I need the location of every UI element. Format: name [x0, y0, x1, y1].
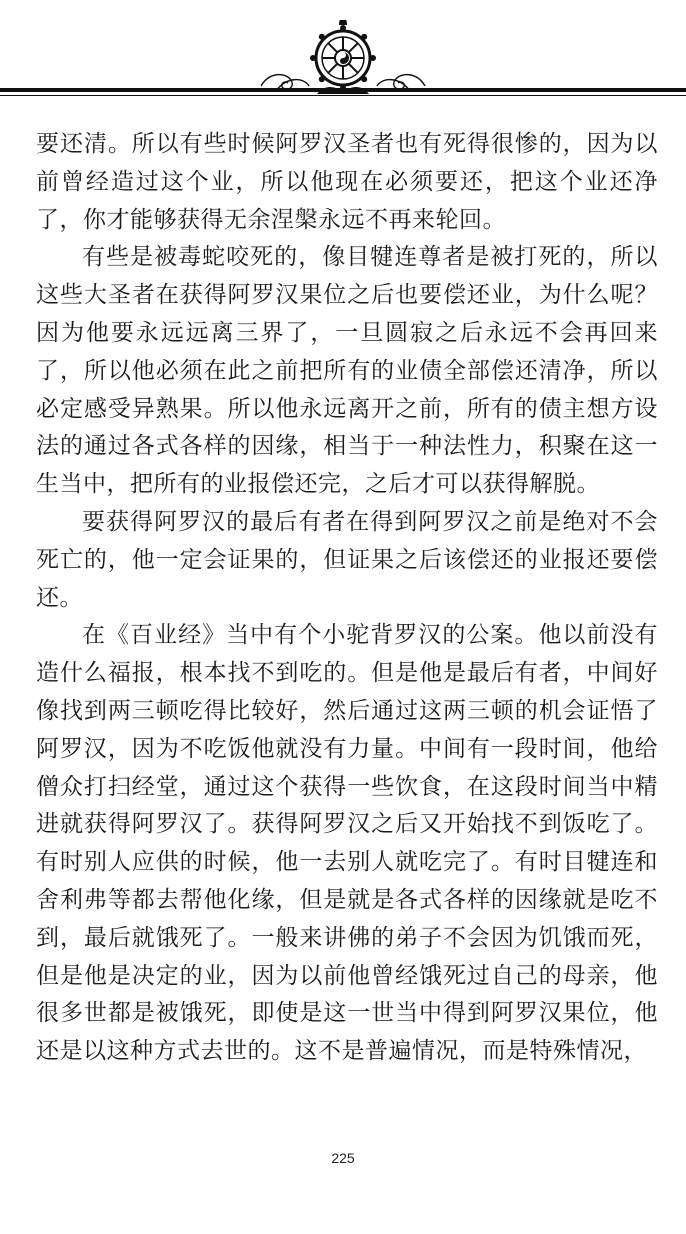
- paragraph: 在《百业经》当中有个小驼背罗汉的公案。他以前没有造什么福报，根本找不到吃的。但是他是最后有者，中间好像找到两三顿吃得比较好，然后通过这两三顿的机会证悟了阿罗汉，因为不吃饭他就没有力量。中间有一段时间，他给僧众打扫经堂，通过这个获得一些饮食，在这段时间当中精进就获得阿罗汉了。获得阿罗汉之后又开始找不到饭吃了。有时别人应供的时候，他一去别人就吃完了。有时目犍连和舍利弗等都去帮他化缘，但是就是各式各样的因缘就是吃不到，最后就饿死了。一般来讲佛的弟子不会因为饥饿而死，但是他是决定的业，因为以前他曾经饿死过自己的母亲，他很多世都是被饿死，即使是这一世当中得到阿罗汉果位，他还是以这种方式去世的。这不是普遍情况，而是特殊情况，: [36, 622, 658, 1065]
- paragraph: 要还清。所以有些时候阿罗汉圣者也有死得很惨的，因为以前曾经造过这个业，所以他现在必须要还，把这个业还净了，你才能够获得无余涅槃永远不再来轮回。: [36, 131, 658, 233]
- paragraph: 有些是被毒蛇咬死的，像目犍连尊者是被打死的，所以这些大圣者在获得阿罗汉果位之后也要偿还业，为什么呢？因为他要永远远离三界了，一旦圆寂之后永远不会再回来了，所以他必须在此之前把所有的业债全部偿还清净，所以必定感受异熟果。所以他永远离开之前，所有的债主想方设法的通过各式各样的因缘，相当于一种法性力，积聚在这一生当中，把所有的业报偿还完，之后才可以获得解脱。: [36, 244, 658, 498]
- paragraph: 要获得阿罗汉的最后有者在得到阿罗汉之前是绝对不会死亡的，他一定会证果的，但证果之后该偿还的业报还要偿还。: [36, 508, 658, 611]
- header-rule-thin: [0, 95, 686, 96]
- header-rule-thick: [0, 88, 686, 92]
- page-number: 225: [331, 1150, 355, 1166]
- page-header: [0, 0, 686, 110]
- body-text: [36, 126, 658, 1071]
